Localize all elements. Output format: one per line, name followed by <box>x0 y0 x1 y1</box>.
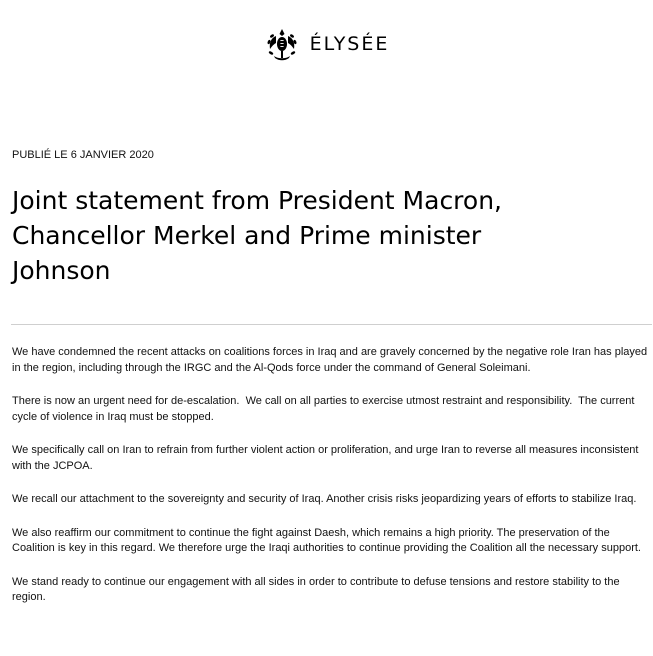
publication-date: PUBLIÉ LE 6 JANVIER 2020 <box>12 149 154 161</box>
title-line: Chancellor Merkel and Prime minister <box>12 221 482 250</box>
elysee-emblem-icon[interactable] <box>264 26 300 62</box>
statement-body <box>12 345 652 624</box>
title-line: Johnson <box>12 256 111 285</box>
site-header <box>0 24 653 64</box>
brand-name[interactable]: ÉLYSÉE <box>309 33 390 55</box>
paragraph: We have condemned the recent attacks on coalitions forces in Iraq and are gravely concerned by the negative role Iran has played in the region, including through the IRGC and the Al-Qods force under the command of General Soleimani. <box>12 346 651 374</box>
title-divider <box>11 324 652 325</box>
page-title <box>12 183 612 288</box>
paragraph: There is now an urgent need for de-escalation. We call on all parties to exercise utmost restraint and responsibility. The current cycle of violence in Iraq must be stopped. <box>12 395 638 423</box>
title-line: Joint statement from President Macron, <box>12 186 503 215</box>
paragraph: We stand ready to continue our engagement with all sides in order to contribute to defuse tensions and restore stability to the region. <box>12 575 623 603</box>
paragraph: We specifically call on Iran to refrain from further violent action or proliferation, and urge Iran to reverse all measures inconsistent with the JCPOA. <box>12 444 642 472</box>
paragraph: We recall our attachment to the sovereignty and security of Iraq. Another crisis risks jeopardizing years of efforts to stabilize Iraq. <box>12 493 637 505</box>
paragraph: We also reaffirm our commitment to continue the fight against Daesh, which remains a high priority. The preservation of the Coalition is key in this regard. We therefore urge the Iraqi authorities to continue providing the Coalition all the necessary support. <box>12 526 641 554</box>
